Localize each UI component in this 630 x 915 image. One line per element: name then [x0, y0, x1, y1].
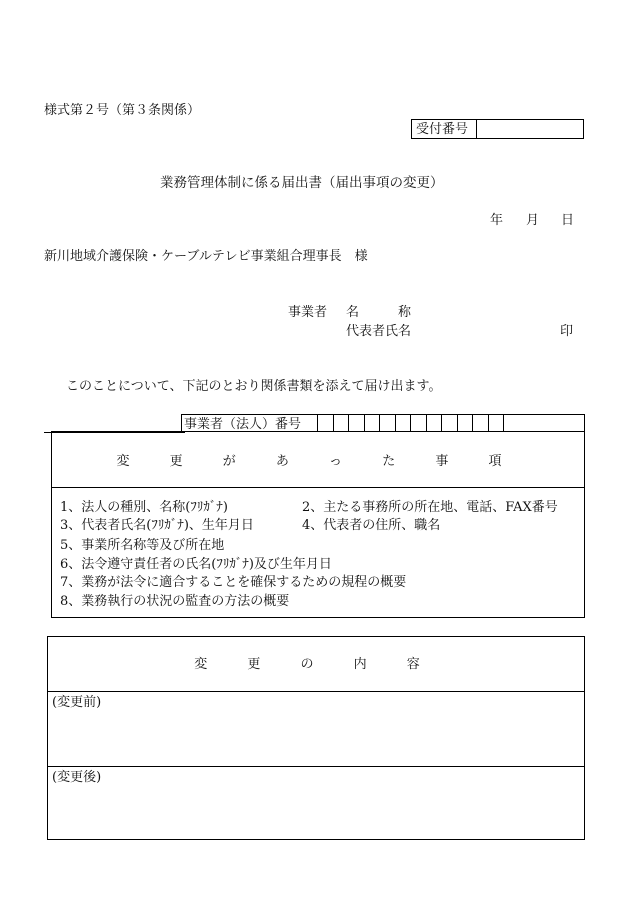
list-item: 6、法令遵守責任者の氏名(ﾌﾘｶﾞﾅ)及び生年月日	[60, 557, 332, 572]
content-header	[47, 636, 585, 692]
addressee: 新川地域介護保険・ケーブルテレビ事業組合理事長 様	[44, 249, 368, 264]
list-item: 3、代表者氏名(ﾌﾘｶﾞﾅ)、生年月日	[60, 518, 254, 533]
receipt-number-label: 受付番号	[416, 122, 469, 137]
business-number-cell[interactable]	[488, 415, 489, 431]
business-number-cell[interactable]	[348, 415, 349, 431]
seal-mark: 印	[560, 324, 574, 339]
form-number-label: 様式第２号（第３条関係）	[44, 103, 201, 118]
list-item: 7、業務が法令に適合することを確保するための規程の概要	[60, 575, 407, 590]
content-heading: 変 更 の 内 容	[194, 657, 438, 672]
before-label: (変更前)	[52, 695, 102, 710]
before-section[interactable]	[47, 691, 585, 767]
business-number-row	[181, 414, 585, 432]
after-label: (変更後)	[52, 770, 102, 785]
list-item: 1、法人の種別、名称(ﾌﾘｶﾞﾅ)	[60, 500, 228, 515]
list-item: 4、代表者の住所、職名	[302, 518, 441, 533]
receipt-number-box	[411, 119, 584, 139]
after-section[interactable]	[47, 766, 585, 840]
changed-items-heading: 変 更 が あ っ た 事 項	[116, 454, 520, 469]
list-item: 2、主たる事務所の所在地、電話、FAX番号	[302, 500, 558, 515]
business-number-cell[interactable]	[379, 415, 380, 431]
business-number-cell[interactable]	[472, 415, 473, 431]
business-label: 事業者	[288, 305, 328, 320]
changed-items-header	[51, 431, 585, 488]
date-year: 年	[490, 213, 504, 228]
business-number-cell[interactable]	[364, 415, 365, 431]
business-number-label: 事業者（法人）番号	[184, 417, 302, 432]
date-day: 日	[561, 213, 575, 228]
business-number-cell[interactable]	[503, 415, 504, 431]
list-item: 8、業務執行の状況の監査の方法の概要	[60, 594, 290, 609]
business-number-cell[interactable]	[426, 415, 427, 431]
business-name-label: 名 称	[346, 305, 412, 320]
date-month: 月	[526, 213, 540, 228]
business-number-cell[interactable]	[333, 415, 334, 431]
business-number-cell[interactable]	[441, 415, 442, 431]
statement-text: このことについて、下記のとおり関係書類を添えて届け出ます。	[66, 379, 442, 394]
business-number-cell[interactable]	[317, 415, 318, 431]
business-number-cell[interactable]	[410, 415, 411, 431]
business-number-cell[interactable]	[395, 415, 396, 431]
list-item: 5、事業所名称等及び所在地	[60, 538, 225, 553]
representative-name-label: 代表者氏名	[346, 324, 412, 339]
document-title: 業務管理体制に係る届出書（届出事項の変更）	[160, 175, 444, 191]
business-number-cell[interactable]	[457, 415, 458, 431]
changed-items-list	[51, 487, 585, 618]
